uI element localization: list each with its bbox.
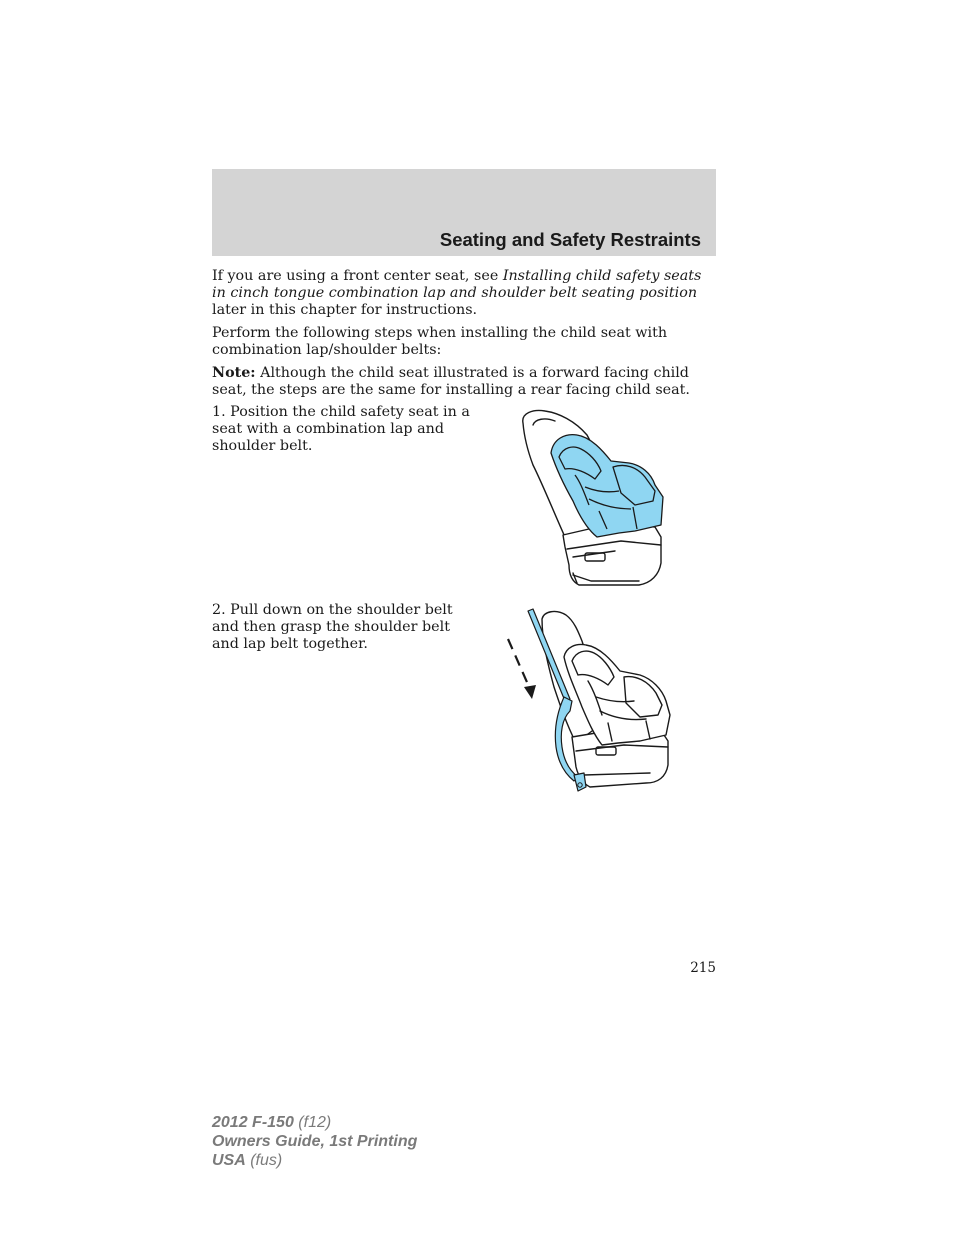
perform-paragraph: Perform the following steps when installing the child seat with combination lap/shoulder belts: (212, 325, 668, 358)
child-seat-position-figure (515, 405, 675, 590)
buckle-tongue (574, 773, 586, 791)
footer-line-3: USA (fus) (212, 1152, 283, 1169)
footer-line-1: 2012 F-150 (f12) (212, 1114, 332, 1131)
note-label: Note: (212, 365, 256, 381)
arrow-head (524, 685, 536, 699)
page-number: 215 (690, 960, 716, 976)
section-header-band (212, 169, 716, 256)
step-2-text: 2. Pull down on the shoulder belt and then grasp the shoulder belt and lap belt together. (212, 602, 453, 652)
intro-paragraph (212, 268, 716, 319)
note-text: Although the child seat illustrated is a forward facing child seat, the steps are the same for installing a rear facing child seat. (212, 365, 690, 398)
intro-tail: later in this chapter for instructions. (212, 302, 478, 318)
footer-line-2: Owners Guide, 1st Printing (212, 1133, 418, 1150)
section-title: Seating and Safety Restraints (439, 229, 701, 250)
intro-lead: If you are using a front center seat, see (212, 268, 503, 284)
document-footer (212, 1113, 417, 1170)
shoulder-belt-pull-figure (500, 605, 680, 797)
step-1-text: 1. Position the child safety seat in a seat with a combination lap and shoulder belt. (212, 404, 470, 454)
pull-direction-arrow (508, 639, 530, 689)
cross-reference-link[interactable]: Installing child safety seats in cinch tongue combination lap and shoulder belt seating position (212, 268, 702, 301)
note-paragraph (212, 365, 716, 399)
